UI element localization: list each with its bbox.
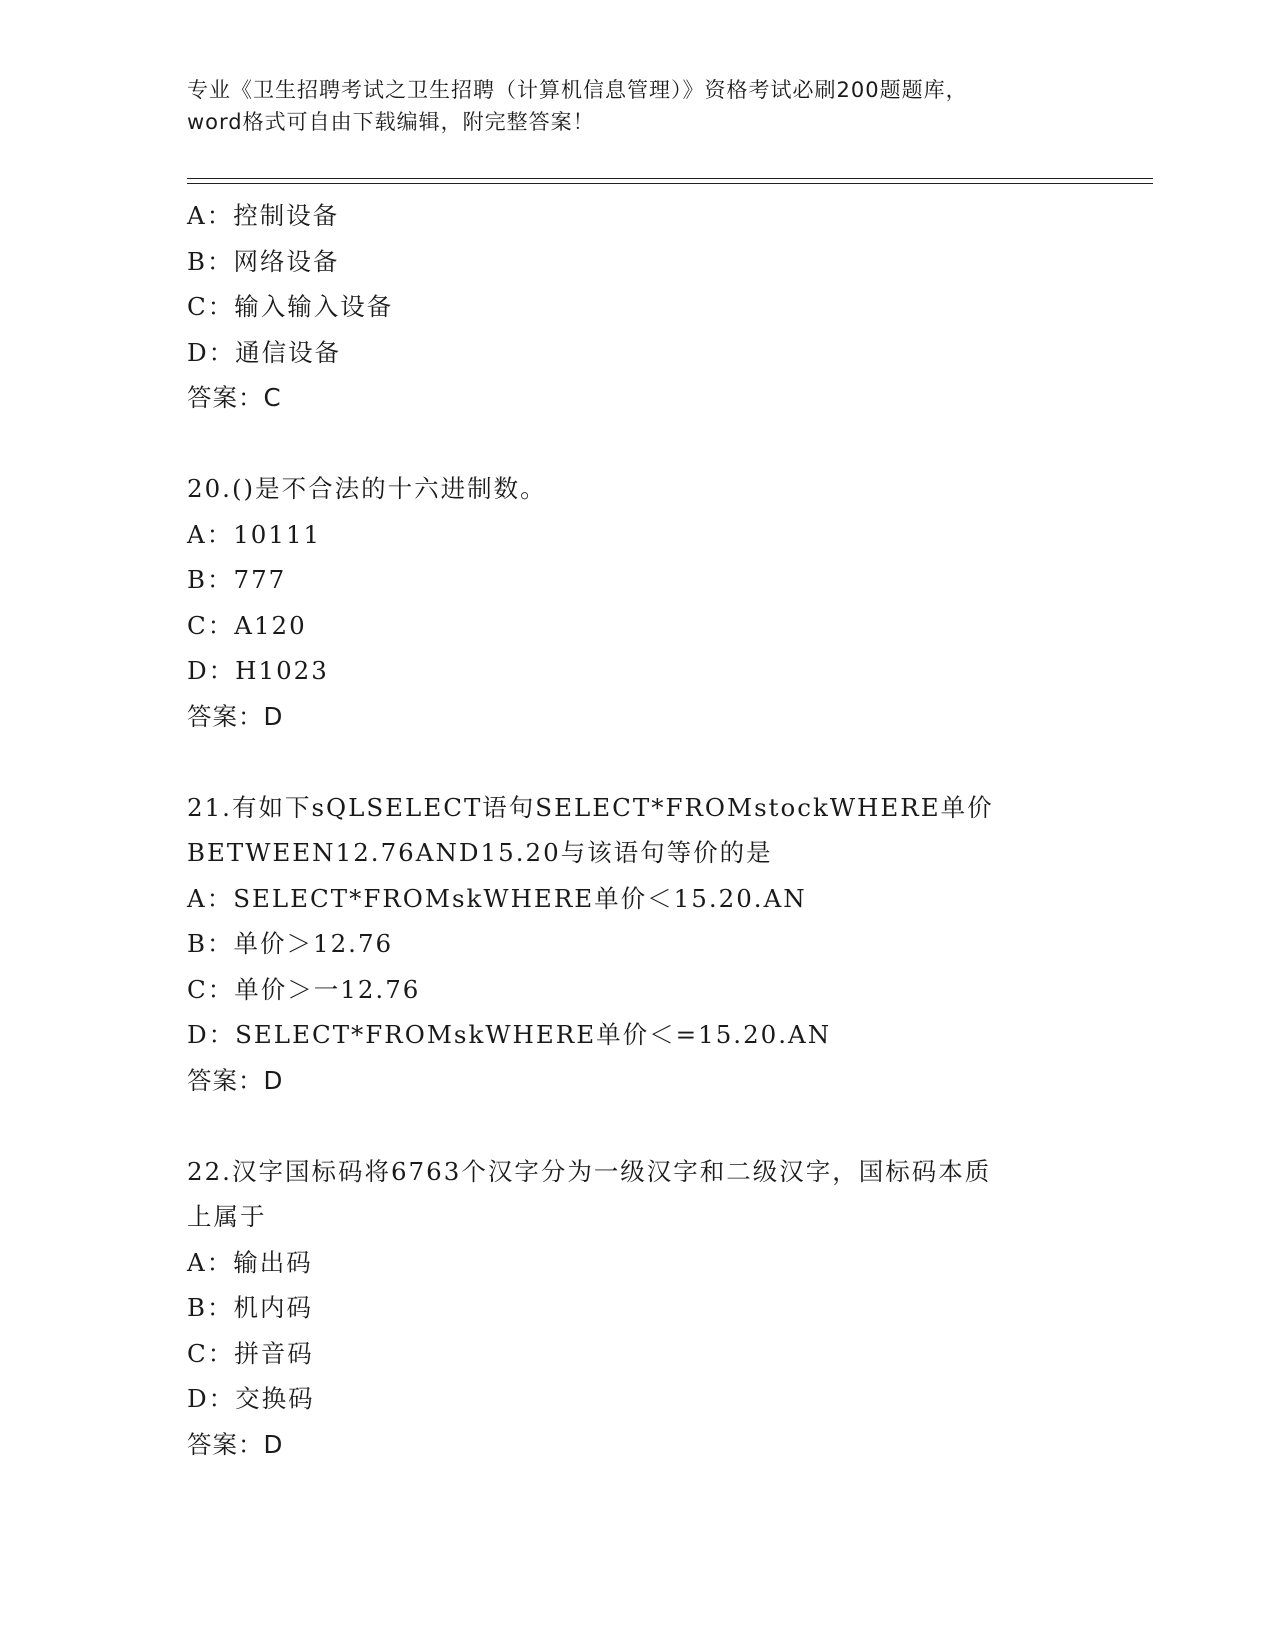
spacer xyxy=(187,1103,1087,1149)
q20-answer: 答案：D xyxy=(187,701,284,731)
q21-option-a: A：SELECT*FROMskWHERE单价＜15.20.AN xyxy=(187,883,807,913)
question-list xyxy=(187,193,1087,1467)
q19-option-b: B：网络设备 xyxy=(187,246,340,276)
q22-stem-line-2: 上属于 xyxy=(187,1202,267,1231)
question-22 xyxy=(187,1149,1087,1468)
q21-option-b: B：单价＞12.76 xyxy=(187,929,394,958)
question-21 xyxy=(187,785,1087,1104)
q22-option-b: B：机内码 xyxy=(187,1293,314,1322)
q21-option-c: C：单价＞一12.76 xyxy=(187,974,421,1004)
q21-answer: 答案：D xyxy=(187,1065,284,1095)
question-20 xyxy=(187,466,1087,739)
q19-option-a: A：控制设备 xyxy=(187,201,340,230)
q22-answer: 答案：D xyxy=(187,1429,284,1459)
q22-stem-line-1: 22.汉字国标码将6763个汉字分为一级汉字和二级汉字，国标码本质 xyxy=(187,1156,992,1186)
q20-option-c: C：A120 xyxy=(187,610,307,640)
q19-option-c: C：输入输入设备 xyxy=(187,292,394,321)
q19-option-d: D：通信设备 xyxy=(187,337,342,367)
q20-stem: 20.()是不合法的十六进制数。 xyxy=(187,474,547,503)
question-19 xyxy=(187,193,1087,421)
spacer xyxy=(187,739,1087,785)
header-title-line-2: word格式可自由下载编辑，附完整答案！ xyxy=(187,110,595,134)
q21-stem-line-1: 21.有如下sQLSELECT语句SELECT*FROMstockWHERE单价 xyxy=(187,792,994,822)
spacer xyxy=(187,421,1087,467)
q19-answer: 答案：C xyxy=(187,383,282,412)
header-divider-top xyxy=(187,178,1153,179)
q21-option-d: D：SELECT*FROMskWHERE单价＜=15.20.AN xyxy=(187,1020,832,1049)
q20-option-a: A：10111 xyxy=(187,519,322,549)
q20-option-d: D：H1023 xyxy=(187,656,329,685)
header-divider-bottom xyxy=(187,183,1153,184)
q21-stem-line-2: BETWEEN12.76AND15.20与该语句等价的是 xyxy=(187,838,773,867)
document-header xyxy=(187,74,1087,138)
q22-option-c: C：拼音码 xyxy=(187,1338,314,1368)
q22-option-d: D：交换码 xyxy=(187,1384,315,1413)
q22-option-a: A：输出码 xyxy=(187,1247,313,1277)
q20-option-b: B：777 xyxy=(187,565,287,594)
header-title-line-1: 专业《卫生招聘考试之卫生招聘（计算机信息管理）》资格考试必刷200题题库， xyxy=(187,78,968,102)
